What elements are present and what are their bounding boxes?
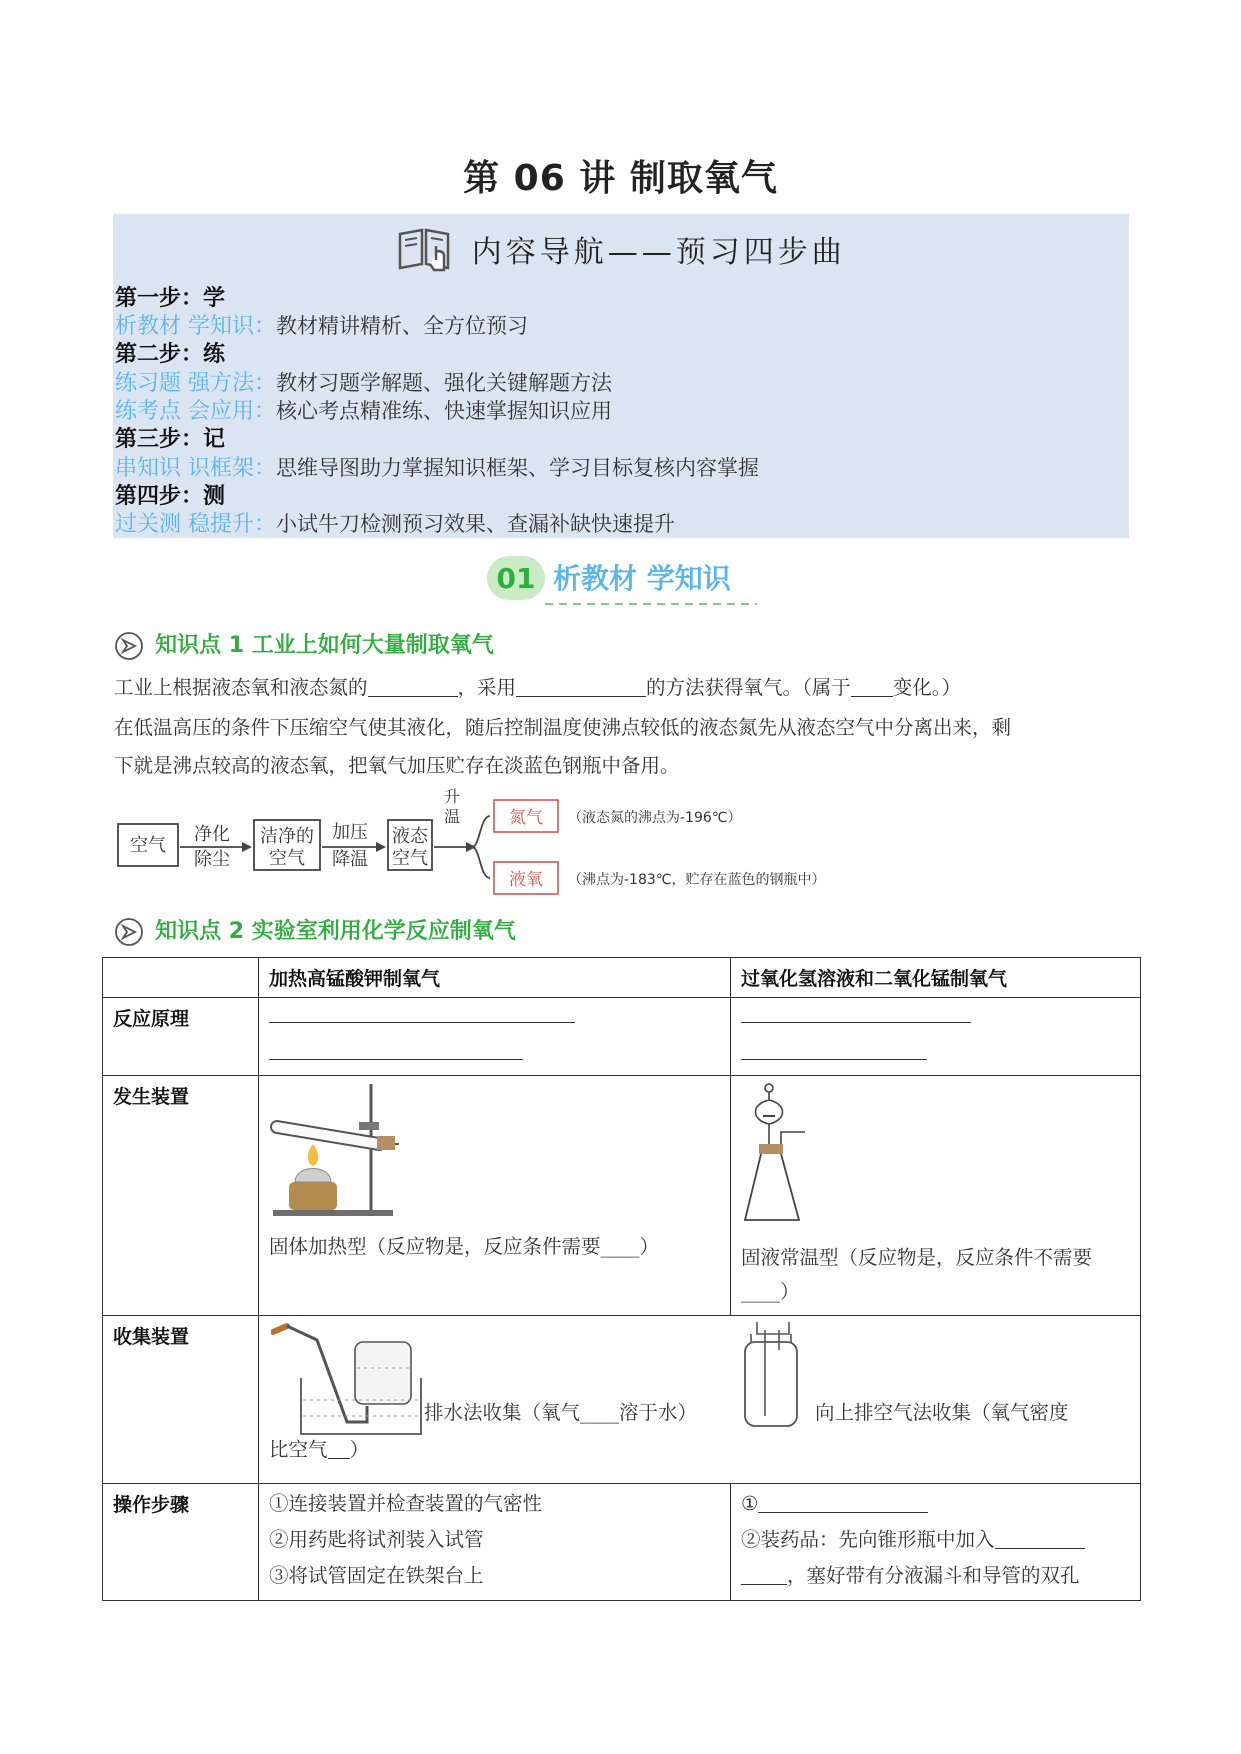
flow-heat-a: 升 bbox=[443, 787, 461, 806]
blank-1[interactable] bbox=[368, 677, 458, 698]
kmno4-step-2: ②用药匙将试剂装入试管 bbox=[269, 1528, 484, 1552]
content-guide-panel bbox=[113, 214, 1129, 538]
guide-item-1: 析教材 学知识：教材精讲精析、全方位预习 bbox=[115, 314, 528, 339]
flow-step-2a: 加压 bbox=[332, 822, 368, 843]
flow-box-liquid-air-a: 液态 bbox=[392, 826, 428, 847]
page-title: 第 06 讲 制取氧气 bbox=[463, 158, 778, 199]
blank-3[interactable] bbox=[851, 677, 893, 698]
flow-out-nitrogen-label: 氮气 bbox=[509, 808, 543, 828]
steps-kmno4-cell bbox=[259, 1484, 731, 1601]
gen-kmno4-caption: 固体加热型（反应物是，反应条件需要____） bbox=[269, 1235, 660, 1258]
row-label-generator: 发生装置 bbox=[103, 1076, 259, 1316]
row-label-principle: 反应原理 bbox=[103, 998, 259, 1076]
row-label-steps: 操作步骤 bbox=[103, 1484, 259, 1601]
air-separation-flowchart bbox=[114, 784, 874, 904]
kp1-paragraph-1: 工业上根据液态氧和液态氮的 ，采用 的方法获得氧气。（属于 变化。） bbox=[114, 676, 962, 699]
flow-out-oxygen-note: （沸点为-183℃，贮存在蓝色的钢瓶中） bbox=[568, 872, 826, 888]
solid-heating-apparatus-image bbox=[269, 1082, 720, 1227]
gen-h2o2-caption: 固液常温型（反应物是，反应条件不需要____） bbox=[741, 1246, 1093, 1304]
blank-step-2a[interactable] bbox=[995, 1529, 1085, 1550]
upward-air-apparatus-image bbox=[737, 1320, 807, 1435]
flow-out-nitrogen-note: （液态氮的沸点为-196℃） bbox=[568, 810, 742, 826]
guide-heading bbox=[113, 226, 1129, 282]
guide-step-1: 第一步：学 bbox=[115, 286, 226, 311]
flow-out-oxygen-label: 液氧 bbox=[509, 870, 543, 890]
guide-item-2: 练习题 强方法：教材习题学解题、强化关键解题方法 bbox=[115, 371, 612, 396]
guide-heading-text: 内容导航——预习四步曲 bbox=[471, 235, 846, 270]
h2o2-step-2: ②装药品：先向锥形瓶中加入 bbox=[741, 1522, 1130, 1558]
guide-item-4: 串知识 识框架：思维导图助力掌握知识框架、学习目标复核内容掌握 bbox=[115, 456, 759, 481]
table-row-steps bbox=[103, 1484, 1141, 1601]
collect-water-caption: 排水法收集（氧气____溶于水） bbox=[424, 1401, 698, 1425]
flow-box-air-label: 空气 bbox=[130, 835, 166, 856]
kp1-paragraph-3: 下就是沸点较高的液态氧，把氧气加压贮存在淡蓝色钢瓶中备用。 bbox=[114, 754, 680, 777]
blank-step-1[interactable] bbox=[758, 1493, 928, 1514]
lab-oxygen-table bbox=[102, 957, 1141, 1601]
principle-h2o2-cell[interactable] bbox=[731, 998, 1141, 1076]
collect-air-caption-a: 向上排空气法收集（氧气密度 bbox=[815, 1401, 1069, 1425]
table-row-principle bbox=[103, 998, 1141, 1076]
arrow-circle-icon bbox=[114, 917, 144, 951]
knowledge-point-1 bbox=[114, 628, 494, 665]
flow-box-clean-air-b: 空气 bbox=[269, 848, 305, 869]
blank-2[interactable] bbox=[516, 677, 646, 698]
kmno4-step-3: ③将试管固定在铁架台上 bbox=[269, 1564, 484, 1588]
guide-item-3: 练考点 会应用：核心考点精准练、快速掌握知识应用 bbox=[115, 399, 612, 424]
row-label-collection: 收集装置 bbox=[103, 1316, 259, 1484]
arrow-circle-icon bbox=[114, 631, 144, 665]
table-row-generator bbox=[103, 1076, 1141, 1316]
guide-step-3: 第三步：记 bbox=[115, 427, 226, 452]
col-header-h2o2: 过氧化氢溶液和二氧化锰制氧气 bbox=[731, 958, 1141, 998]
h2o2-step-2-cont: ，塞好带有分液漏斗和导管的双孔 bbox=[741, 1558, 1130, 1594]
knowledge-point-2 bbox=[114, 914, 516, 951]
col-header-kmno4: 加热高锰酸钾制氧气 bbox=[259, 958, 731, 998]
table-row-collection bbox=[103, 1316, 1141, 1484]
blank-step-2b[interactable] bbox=[741, 1565, 787, 1586]
flow-box-liquid-air-b: 空气 bbox=[392, 848, 428, 869]
flow-step-1a: 净化 bbox=[194, 824, 230, 845]
kmno4-step-1: ①连接装置并检查装置的气密性 bbox=[269, 1492, 543, 1516]
generator-kmno4-cell bbox=[259, 1076, 731, 1316]
generator-h2o2-cell bbox=[731, 1076, 1141, 1316]
collect-air-caption-b: 比空气 ） bbox=[269, 1438, 370, 1462]
book-icon bbox=[396, 226, 454, 282]
kp1-paragraph-2: 在低温高压的条件下压缩空气使其液化，随后控制温度使沸点较低的液态氮先从液态空气中分离出来，剩 bbox=[114, 716, 1012, 739]
guide-step-4: 第四步：测 bbox=[115, 484, 226, 509]
section-badge bbox=[487, 552, 767, 612]
steps-h2o2-cell bbox=[731, 1484, 1141, 1601]
solid-liquid-apparatus-image bbox=[741, 1082, 1130, 1237]
principle-kmno4-cell[interactable] bbox=[259, 998, 731, 1076]
flow-step-2b: 降温 bbox=[332, 849, 368, 870]
guide-step-2: 第二步：练 bbox=[115, 342, 226, 367]
flow-heat-b: 温 bbox=[443, 807, 461, 826]
kp1-title: 知识点 1 工业上如何大量制取氧气 bbox=[155, 633, 494, 658]
flow-step-1b: 除尘 bbox=[194, 849, 230, 870]
flow-box-clean-air-a: 洁净的 bbox=[260, 826, 314, 847]
collection-cell bbox=[259, 1316, 1141, 1484]
table-corner-cell bbox=[103, 958, 259, 998]
water-displacement-apparatus-image bbox=[271, 1320, 431, 1445]
table-header-row bbox=[103, 958, 1141, 998]
h2o2-step-1: ① bbox=[741, 1486, 1130, 1522]
kp2-title: 知识点 2 实验室利用化学反应制氧气 bbox=[155, 919, 516, 944]
section-badge-number: 01 bbox=[496, 562, 536, 595]
section-badge-text: 析教材 学知识 bbox=[553, 562, 731, 595]
guide-item-5: 过关测 稳提升：小试牛刀检测预习效果、查漏补缺快速提升 bbox=[115, 512, 675, 537]
